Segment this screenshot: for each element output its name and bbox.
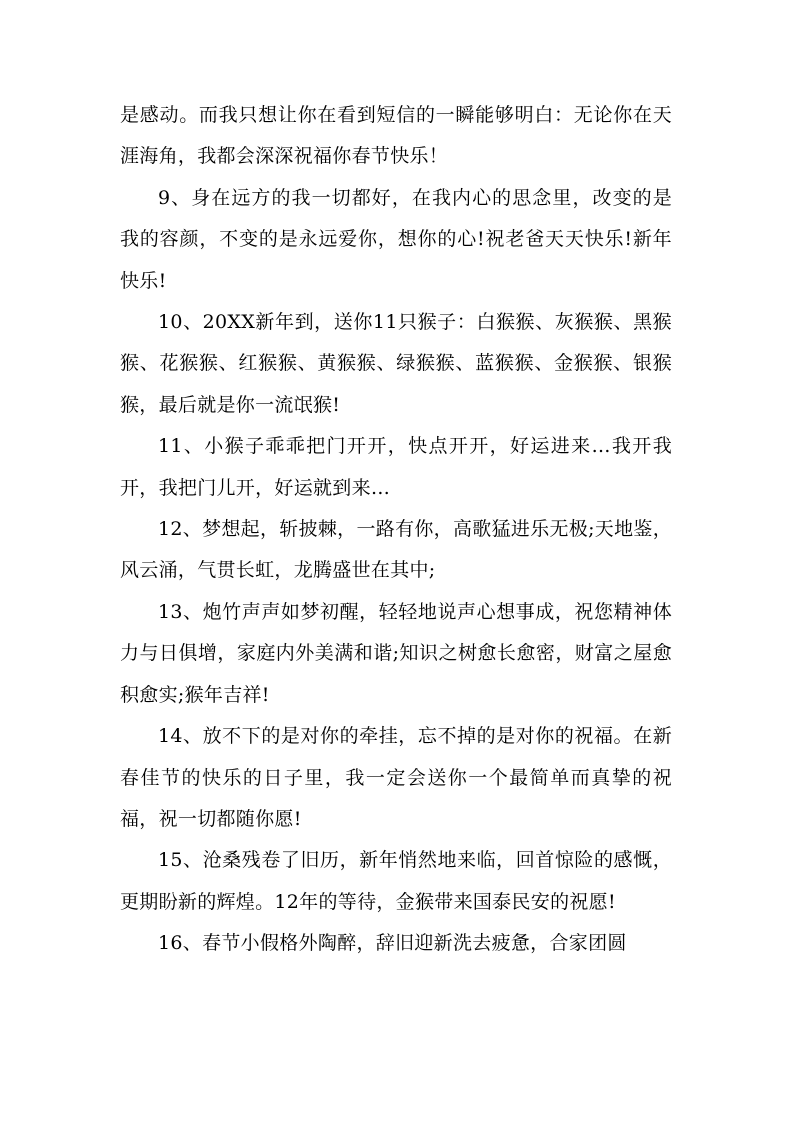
paragraph-item-16: 16、春节小假格外陶醉，辞旧迎新洗去疲惫，合家团圆 bbox=[158, 932, 627, 955]
document-body bbox=[120, 95, 672, 965]
paragraph-item-11: 11、小猴子乖乖把门开开，快点开开，好运进来…我开我开，我把门儿开，好运就到来… bbox=[120, 435, 672, 499]
paragraph-item-12: 12、梦想起，斩披棘，一路有你，高歌猛进乐无极;天地鉴，风云涌，气贯长虹，龙腾盛世在其中; bbox=[120, 518, 672, 582]
paragraph-continuation: 是感动。而我只想让你在看到短信的一瞬能够明白：无论你在天涯海角，我都会深深祝福你春节快乐！ bbox=[120, 104, 672, 168]
paragraph-item-15: 15、沧桑残卷了旧历，新年悄然地来临，回首惊险的感慨，更期盼新的辉煌。12年的等待，金猴带来国泰民安的祝愿! bbox=[120, 849, 672, 913]
paragraph-item-9: 9、身在远方的我一切都好，在我内心的思念里，改变的是我的容颜，不变的是永远爱你，想你的心!祝老爸天天快乐!新年快乐! bbox=[120, 186, 672, 292]
paragraph-item-14: 14、放不下的是对你的牵挂，忘不掉的是对你的祝福。在新春佳节的快乐的日子里，我一定会送你一个最简单而真挚的祝福，祝一切都随你愿! bbox=[120, 725, 672, 830]
paragraph-item-13: 13、炮竹声声如梦初醒，轻轻地说声心想事成，祝您精神体力与日俱增，家庭内外美满和谐;知识之树愈长愈密，财富之屋愈积愈实;猴年吉祥! bbox=[120, 600, 672, 706]
paragraph-item-10: 10、20XX新年到，送你11只猴子：白猴猴、灰猴猴、黑猴猴、花猴猴、红猴猴、黄猴猴、绿猴猴、蓝猴猴、金猴猴、银猴猴，最后就是你一流氓猴! bbox=[120, 311, 672, 416]
